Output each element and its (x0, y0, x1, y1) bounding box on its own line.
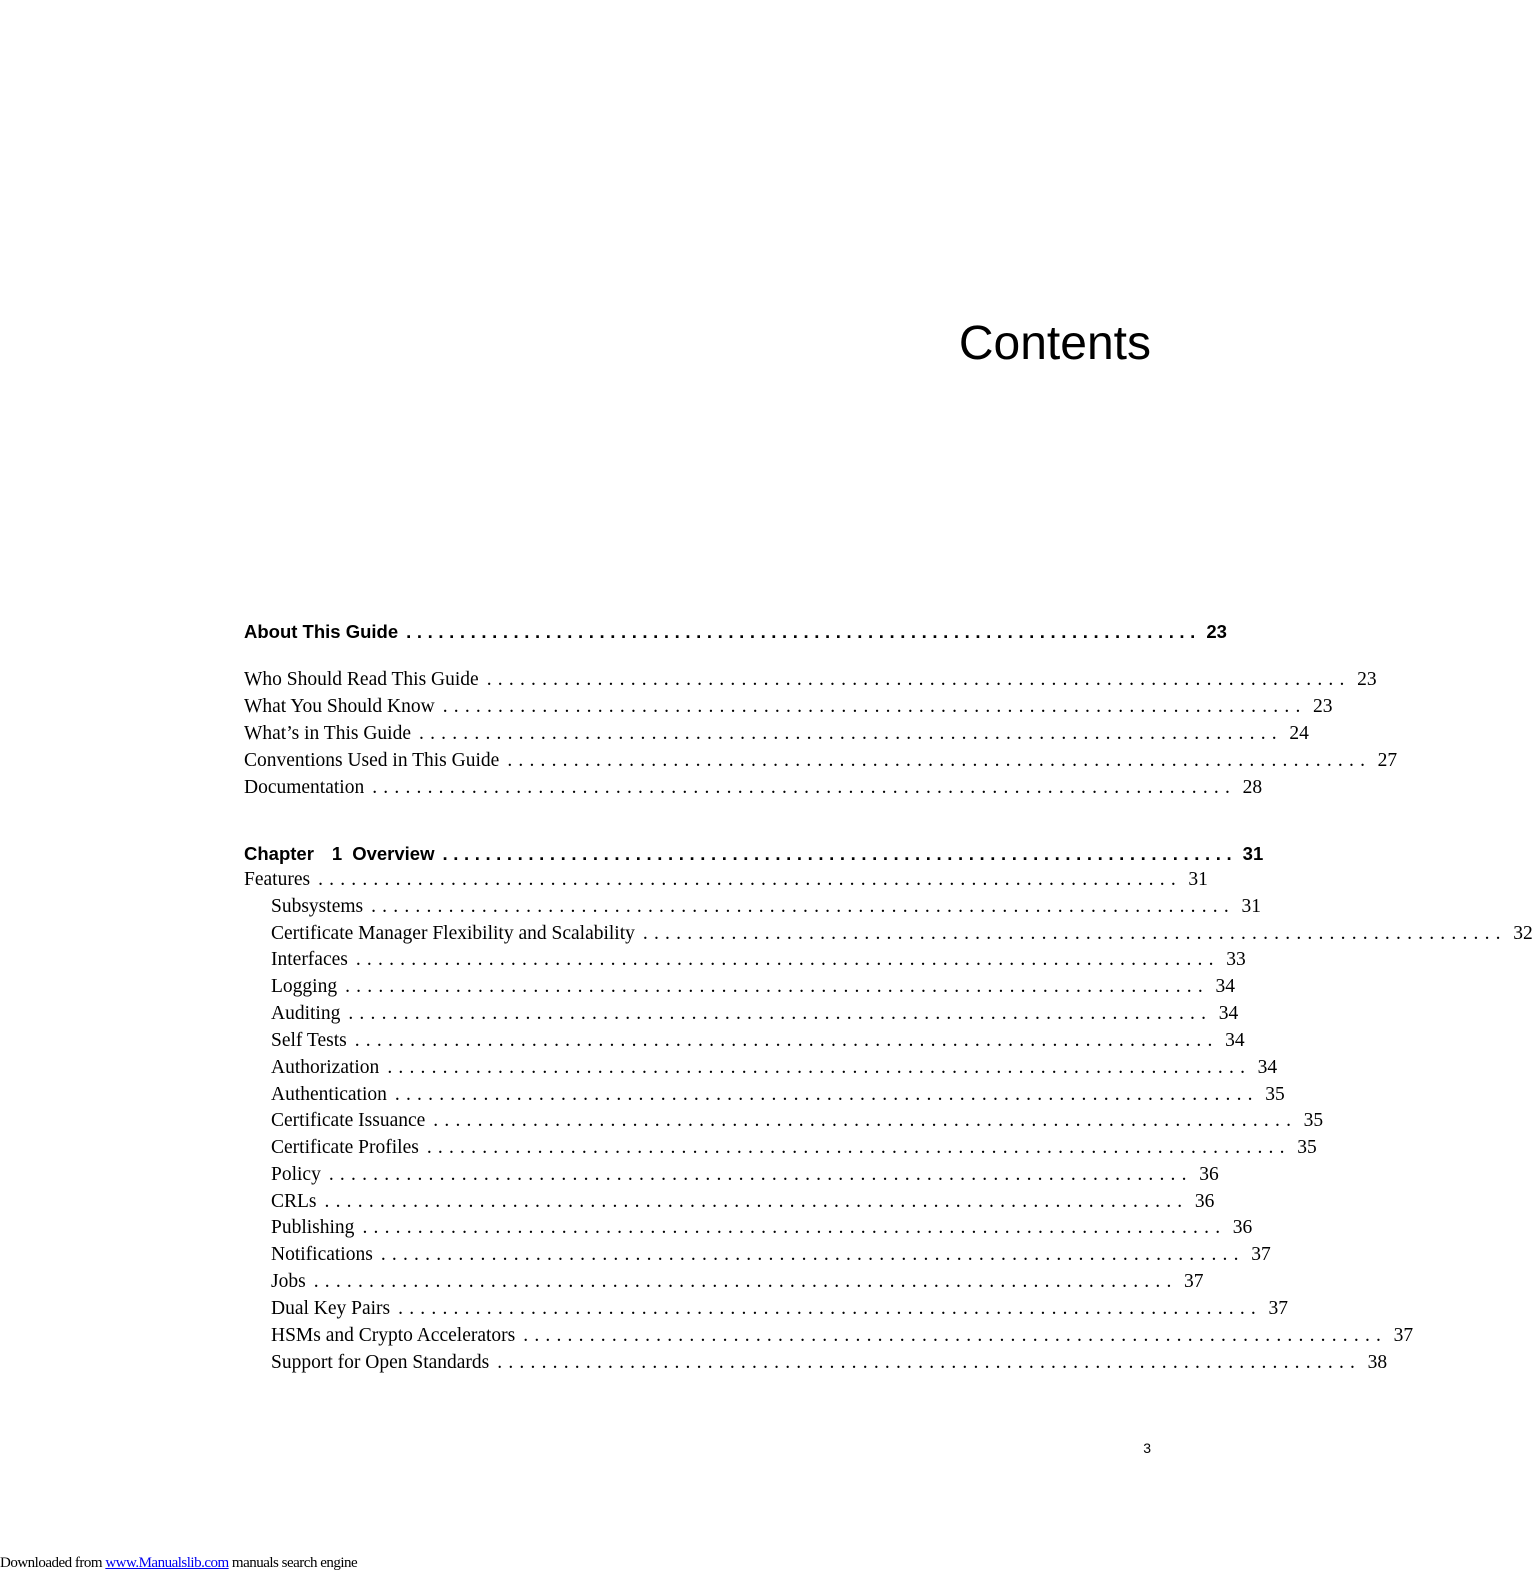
leader-dots: .............................................................................. (318, 869, 1182, 890)
chapter-title: Overview (352, 843, 435, 864)
toc-page-number: 34 (1218, 1003, 1239, 1024)
toc-entry-label: CRLs (271, 1191, 317, 1212)
leader-dots: .......................................................................... (406, 621, 1201, 642)
toc-subentry[interactable] (244, 1352, 1388, 1376)
toc-subentry[interactable] (244, 1164, 1219, 1188)
toc-page-number: 31 (1188, 869, 1208, 890)
leader-dots: .............................................................................. (380, 1244, 1245, 1265)
leader-dots: .............................................................................. (387, 1057, 1252, 1078)
toc-entry-label: Jobs (271, 1271, 306, 1292)
toc-entry-label: Interfaces (271, 949, 348, 970)
toc-subentry[interactable] (244, 1137, 1317, 1161)
leader-dots: .......................................................................... (442, 843, 1238, 864)
footer-suffix: manuals search engine (231, 1555, 358, 1571)
toc-subentry[interactable] (244, 1217, 1253, 1241)
leader-dots: .............................................................................. (497, 1352, 1362, 1373)
toc-entry[interactable] (244, 750, 1398, 774)
toc-entry-label: HSMs and Crypto Accelerators (271, 1325, 516, 1346)
toc-page-number: 35 (1303, 1110, 1324, 1131)
toc-entry-label: Notifications (271, 1244, 373, 1265)
leader-dots: .............................................................................. (355, 949, 1220, 970)
toc-entry-label: What You Should Know (244, 696, 435, 717)
toc-page-number: 34 (1215, 976, 1235, 997)
toc-page-number: 34 (1225, 1030, 1245, 1051)
toc-subentry[interactable] (244, 923, 1533, 947)
toc-entry-label: Dual Key Pairs (271, 1298, 391, 1319)
toc-page-number: 32 (1513, 923, 1533, 944)
toc-page-number: 33 (1226, 949, 1246, 970)
toc-subentry[interactable] (244, 1271, 1204, 1295)
toc-entry-label: Self Tests (271, 1030, 347, 1051)
toc-entry-label: Certificate Issuance (271, 1110, 426, 1131)
toc-subentry[interactable] (244, 1030, 1245, 1054)
toc-page-number: 35 (1265, 1084, 1285, 1105)
toc-subentry[interactable] (244, 1325, 1414, 1349)
leader-dots: .............................................................................. (348, 1003, 1213, 1024)
toc-page-number: 23 (1206, 621, 1227, 642)
toc-entry-label: Conventions Used in This Guide (244, 750, 500, 771)
toc-entry[interactable] (244, 777, 1263, 801)
leader-dots: .............................................................................. (345, 976, 1209, 997)
toc-entry-label: Logging (271, 976, 338, 997)
toc-subentry[interactable] (244, 949, 1246, 973)
toc-entry-label: Certificate Manager Flexibility and Scalability (271, 923, 635, 944)
toc-page-number: 37 (1251, 1244, 1271, 1265)
chapter-number: 1 (331, 843, 343, 864)
toc-page-number: 24 (1289, 723, 1309, 744)
download-footer (0, 1555, 357, 1572)
toc-heading-chapter-1[interactable] (244, 843, 1264, 867)
leader-dots: .............................................................................. (362, 1217, 1227, 1238)
toc-heading-about[interactable] (244, 621, 1227, 645)
toc-subentry[interactable] (244, 896, 1261, 920)
toc-page-number: 27 (1377, 750, 1398, 771)
toc-heading-label (244, 843, 442, 865)
toc-entry-label: Who Should Read This Guide (244, 669, 479, 690)
toc-heading-label: About This Guide (244, 621, 399, 642)
toc-page-number: 36 (1232, 1217, 1253, 1238)
chapter-prefix: Chapter (244, 843, 314, 864)
toc-subentry[interactable] (244, 1110, 1324, 1134)
manualslib-link[interactable]: www.Manualslib.com (105, 1555, 229, 1571)
toc-entry-label: Subsystems (271, 896, 364, 917)
leader-dots: .............................................................................. (328, 1164, 1193, 1185)
leader-dots: .............................................................................. (442, 696, 1307, 717)
toc-subentry[interactable] (244, 976, 1235, 1000)
leader-dots: .............................................................................. (507, 750, 1372, 771)
toc-entry-label: Publishing (271, 1217, 355, 1238)
toc-entry-label: Policy (271, 1164, 321, 1185)
leader-dots: .............................................................................. (371, 896, 1235, 917)
toc-entry[interactable] (244, 696, 1333, 720)
toc-entry-label: Certificate Profiles (271, 1137, 419, 1158)
toc-entry-label: Auditing (271, 1003, 341, 1024)
toc-entry-label: Features (244, 869, 311, 890)
toc-page-number: 37 (1268, 1298, 1289, 1319)
toc-subentry[interactable] (244, 1191, 1215, 1215)
toc-page-number: 28 (1242, 777, 1263, 798)
footer-prefix: Downloaded from (0, 1555, 103, 1571)
leader-dots: .............................................................................. (419, 723, 1283, 744)
toc-page-number: 37 (1184, 1271, 1204, 1292)
toc-page-number: 34 (1257, 1057, 1278, 1078)
leader-dots: .............................................................................. (313, 1271, 1178, 1292)
page-number: 3 (1143, 1440, 1151, 1456)
toc-subentry[interactable] (244, 1003, 1239, 1027)
toc-entry-label: Authorization (271, 1057, 380, 1078)
toc-entry-label: What’s in This Guide (244, 723, 411, 744)
toc-page-number: 35 (1297, 1137, 1317, 1158)
toc-page-number: 38 (1367, 1352, 1388, 1373)
toc-entry[interactable] (244, 669, 1377, 693)
leader-dots: .............................................................................. (486, 669, 1351, 690)
leader-dots: .............................................................................. (394, 1084, 1259, 1105)
toc-page-number: 31 (1242, 843, 1264, 864)
toc-subentry[interactable] (244, 1057, 1278, 1081)
leader-dots: .............................................................................. (398, 1298, 1263, 1319)
toc-page-number: 37 (1393, 1325, 1414, 1346)
leader-dots: .............................................................................. (426, 1137, 1291, 1158)
leader-dots: .............................................................................. (523, 1325, 1388, 1346)
toc-subentry[interactable] (244, 1244, 1271, 1268)
leader-dots: .............................................................................. (433, 1110, 1298, 1131)
toc-entry[interactable] (244, 869, 1208, 893)
toc-page-number: 36 (1194, 1191, 1215, 1212)
toc-page-number: 23 (1313, 696, 1333, 717)
toc-page-number: 23 (1357, 669, 1377, 690)
page-title: Contents (958, 317, 1151, 370)
toc-entry-label: Support for Open Standards (271, 1352, 490, 1373)
leader-dots: .............................................................................. (354, 1030, 1219, 1051)
toc-entry-label: Documentation (244, 777, 365, 798)
toc-entry[interactable] (244, 723, 1309, 747)
toc-page-number: 31 (1241, 896, 1261, 917)
leader-dots: .............................................................................. (372, 777, 1237, 798)
toc-subentry[interactable] (244, 1084, 1285, 1108)
toc-subentry[interactable] (244, 1298, 1289, 1322)
leader-dots: .............................................................................. (642, 923, 1507, 944)
toc-page-number: 36 (1199, 1164, 1219, 1185)
toc-entry-label: Authentication (271, 1084, 387, 1105)
leader-dots: .............................................................................. (324, 1191, 1189, 1212)
